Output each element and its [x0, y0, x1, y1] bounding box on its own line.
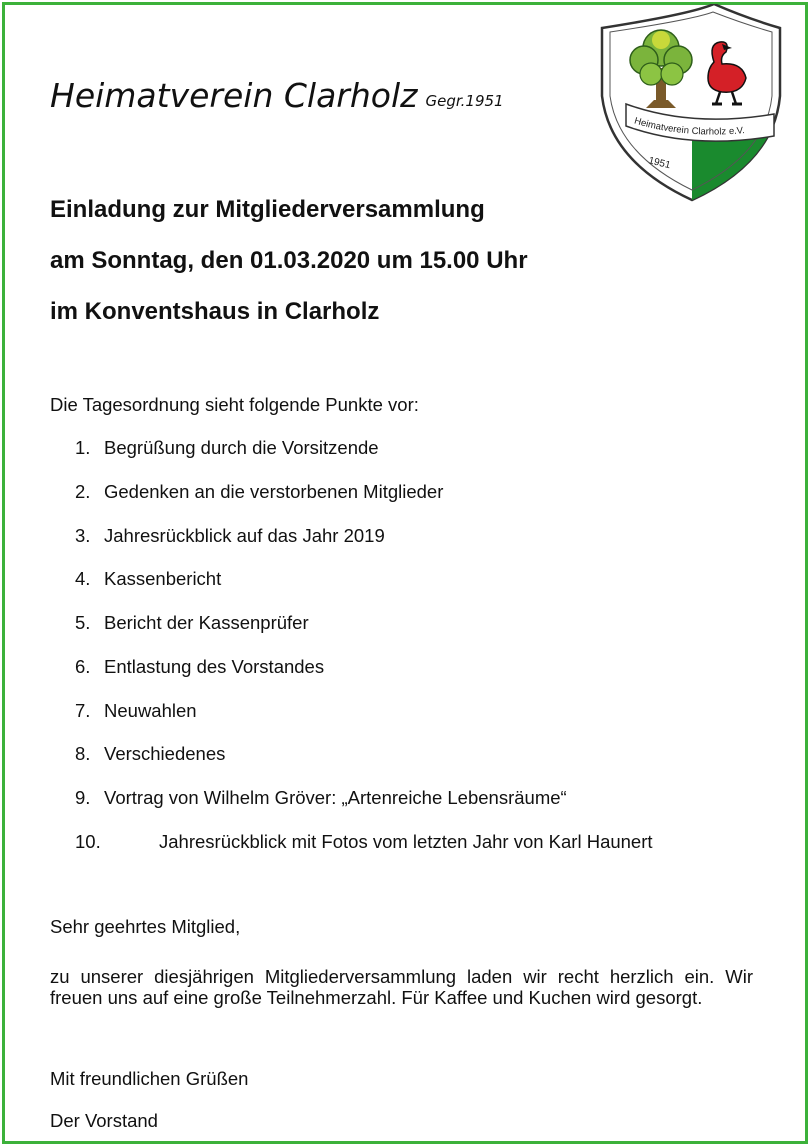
- club-crest-logo: [596, 4, 786, 206]
- invitation-line-1: Einladung zur Mitgliederversammlung: [50, 196, 485, 223]
- agenda-text: Gedenken an die verstorbenen Mitglieder: [104, 481, 444, 502]
- list-item: [75, 743, 225, 765]
- list-item: [75, 656, 324, 678]
- salutation: Sehr geehrtes Mitglied,: [50, 916, 241, 937]
- logo-banner-text: Heimatverein Clarholz e.V.: [632, 115, 746, 138]
- letter-body: zu unserer diesjährigen Mitgliederversammlung laden wir recht herzlich ein. Wir freuen uns auf eine große Teilnehmerzahl. Für Kaffee und Kuchen wird gesorgt.: [50, 966, 753, 1008]
- agenda-text: Jahresrückblick mit Fotos vom letzten Jahr von Karl Haunert: [159, 831, 653, 852]
- agenda-number: 3.: [75, 525, 91, 546]
- agenda-number: 1.: [75, 437, 91, 458]
- agenda-number: 4.: [75, 568, 91, 589]
- list-item: [75, 525, 385, 547]
- list-item: [75, 700, 197, 722]
- agenda-text: Jahresrückblick auf das Jahr 2019: [104, 525, 385, 546]
- founded-label: Gegr.1951: [425, 92, 504, 110]
- agenda-text: Begrüßung durch die Vorsitzende: [104, 437, 379, 458]
- club-name: Heimatverein Clarholz: [50, 76, 418, 115]
- agenda-text: Vortrag von Wilhelm Gröver: „Artenreiche Lebensräume“: [104, 787, 567, 808]
- signature: Der Vorstand: [50, 1110, 158, 1131]
- logo-year-text: 1951: [647, 155, 672, 172]
- agenda-intro: Die Tagesordnung sieht folgende Punkte vor:: [50, 394, 419, 415]
- page-title: [50, 76, 504, 115]
- agenda-number: 9.: [75, 787, 91, 808]
- agenda-number: 10.: [75, 831, 101, 852]
- list-item: [75, 787, 567, 809]
- agenda-text: Neuwahlen: [104, 700, 197, 721]
- agenda-text: Verschiedenes: [104, 743, 226, 764]
- list-item: [75, 612, 309, 634]
- agenda-number: 2.: [75, 481, 91, 502]
- invitation-line-3: im Konventshaus in Clarholz: [50, 298, 380, 325]
- agenda-number: 6.: [75, 656, 91, 677]
- agenda-text: Entlastung des Vorstandes: [104, 656, 325, 677]
- agenda-text: Kassenbericht: [104, 568, 222, 589]
- agenda-number: 7.: [75, 700, 91, 721]
- agenda-text: Bericht der Kassenprüfer: [104, 612, 309, 633]
- agenda-number: 5.: [75, 612, 91, 633]
- agenda-number: 8.: [75, 743, 91, 764]
- list-item: [75, 568, 221, 590]
- list-item: [75, 437, 379, 459]
- invitation-line-2: am Sonntag, den 01.03.2020 um 15.00 Uhr: [50, 247, 528, 274]
- list-item: [75, 481, 443, 503]
- list-item: [75, 831, 653, 853]
- closing: Mit freundlichen Grüßen: [50, 1068, 249, 1089]
